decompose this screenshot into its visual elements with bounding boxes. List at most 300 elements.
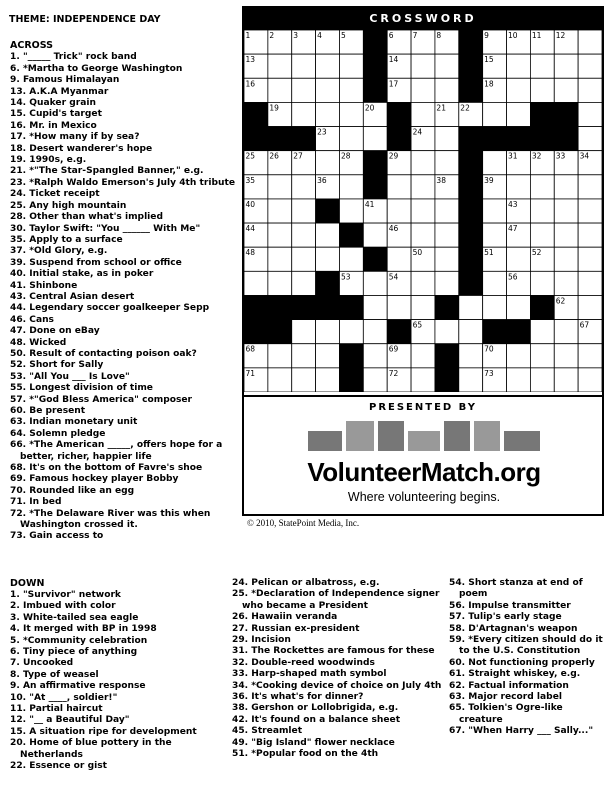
- cell-number: 57: [269, 296, 279, 306]
- grid-cell[interactable]: [316, 344, 340, 368]
- clue: 21. *"The Star-Spangled Banner," e.g.: [10, 166, 204, 177]
- grid-cell[interactable]: [339, 102, 363, 126]
- grid-cell[interactable]: [292, 320, 316, 344]
- clue: 45. Streamlet: [232, 726, 303, 737]
- black-square: [292, 127, 316, 151]
- clue: 56. Impulse transmitter: [449, 600, 571, 611]
- grid-cell[interactable]: [578, 102, 602, 126]
- grid-cell[interactable]: [578, 30, 602, 54]
- cell-number: 1: [245, 31, 251, 40]
- grid-cell[interactable]: [268, 175, 292, 199]
- grid-cell[interactable]: [530, 368, 554, 392]
- cell-number: 31: [508, 151, 518, 161]
- grid-cell[interactable]: [507, 102, 531, 126]
- clue: 3. White-tailed sea eagle: [10, 612, 139, 623]
- grid-cell[interactable]: [435, 199, 459, 223]
- grid-cell[interactable]: [292, 271, 316, 295]
- grid-cell[interactable]: [244, 271, 268, 295]
- grid-cell[interactable]: [507, 78, 531, 102]
- across-clues: [10, 40, 242, 543]
- clue: 60. Not functioning properly: [449, 657, 595, 668]
- cell-number: 59: [317, 296, 327, 306]
- clue: 64. Solemn pledge: [10, 428, 106, 439]
- cell-number: 53: [340, 272, 351, 282]
- clue: 50. Result of contacting poison oak?: [10, 348, 197, 359]
- clue: 28. Other than what's implied: [10, 212, 163, 223]
- cell-number: 55: [460, 272, 470, 282]
- clue: 57. *"God Bless America" composer: [10, 394, 193, 405]
- grid-cell[interactable]: [411, 199, 435, 223]
- grid-cell[interactable]: [530, 320, 554, 344]
- grid-cell[interactable]: [268, 199, 292, 223]
- down-clues-col-3: [449, 578, 609, 738]
- grid-cell[interactable]: [554, 175, 578, 199]
- cell-number: 36: [317, 175, 327, 185]
- cell-number: 8: [436, 31, 442, 40]
- clue: 40. Initial stake, as in poker: [10, 269, 154, 280]
- black-square: [554, 127, 578, 151]
- grid-cell[interactable]: [507, 175, 531, 199]
- grid-cell[interactable]: [459, 368, 483, 392]
- clue: 42. It's found on a balance sheet: [232, 714, 401, 725]
- black-square: [339, 295, 363, 319]
- clue: 31. The Rockettes are famous for these: [232, 646, 435, 657]
- black-square: [268, 320, 292, 344]
- black-square: [339, 344, 363, 368]
- black-square: [363, 151, 387, 175]
- black-square: [244, 295, 268, 319]
- grid-cell[interactable]: [554, 223, 578, 247]
- sponsor-tagline: Where volunteering begins.: [347, 490, 501, 504]
- clue: 33. Harp-shaped math symbol: [232, 669, 387, 680]
- grid-cell[interactable]: [554, 78, 578, 102]
- clue: 43. Central Asian desert: [10, 291, 135, 302]
- grid-cell[interactable]: [316, 368, 340, 392]
- cell-number: 4: [317, 31, 322, 40]
- grid-cell[interactable]: [316, 320, 340, 344]
- black-square: [459, 54, 483, 78]
- clue: 69. Famous hockey player Bobby: [10, 474, 179, 485]
- cell-number: 44: [245, 224, 256, 234]
- cell-number: 45: [340, 224, 351, 234]
- grid-cell[interactable]: [411, 151, 435, 175]
- grid-cell[interactable]: [435, 127, 459, 151]
- cell-number: 26: [269, 151, 279, 161]
- clue: 8. Type of weasel: [10, 669, 99, 680]
- clue: 46. Cans: [10, 314, 54, 325]
- grid-cell[interactable]: [268, 368, 292, 392]
- clue: 24. Ticket receipt: [10, 189, 100, 200]
- grid-cell[interactable]: [411, 295, 435, 319]
- grid-cell[interactable]: [292, 247, 316, 271]
- grid-cell[interactable]: [363, 127, 387, 151]
- cell-number: 41: [364, 199, 375, 209]
- grid-cell[interactable]: [483, 223, 507, 247]
- clue: 4. It merged with BP in 1998: [10, 624, 157, 635]
- cell-number: 71: [245, 368, 256, 378]
- cell-number: 22: [460, 103, 470, 113]
- grid-cell[interactable]: [578, 223, 602, 247]
- clue: 24. Pelican or albatross, e.g.: [232, 578, 380, 588]
- grid-cell[interactable]: [507, 295, 531, 319]
- cell-number: 50: [412, 248, 423, 258]
- grid-cell[interactable]: [339, 127, 363, 151]
- down-clues-col-2: [232, 578, 450, 761]
- grid-cell[interactable]: [339, 247, 363, 271]
- copyright-notice: © 2010, StatePoint Media, Inc.: [247, 518, 360, 528]
- grid-cell[interactable]: [578, 54, 602, 78]
- black-square: [459, 30, 483, 54]
- grid-cell[interactable]: [292, 102, 316, 126]
- clue: 26. Hawaiin veranda: [232, 612, 338, 623]
- grid-cell[interactable]: [316, 223, 340, 247]
- clue: 65. Tolkien's Ogre-like creature: [449, 703, 566, 725]
- grid-cell[interactable]: [459, 295, 483, 319]
- clue: 29. Incision: [232, 635, 291, 646]
- presented-by-label: PRESENTED BY: [368, 402, 477, 413]
- clue: 19. 1990s, e.g.: [10, 155, 87, 166]
- grid-cell[interactable]: [507, 247, 531, 271]
- grid-cell[interactable]: [554, 320, 578, 344]
- clue: 17. *How many if by sea?: [10, 132, 140, 143]
- cell-number: 67: [579, 320, 590, 330]
- black-square: [459, 223, 483, 247]
- cell-number: 7: [412, 31, 418, 40]
- cell-number: 58: [293, 296, 303, 306]
- clue: 55. Longest division of time: [10, 383, 153, 394]
- grid-cell[interactable]: [292, 175, 316, 199]
- grid-cell[interactable]: [268, 344, 292, 368]
- cell-number: 38: [436, 175, 446, 185]
- grid-cell[interactable]: [507, 344, 531, 368]
- clue: 13. A.K.A Myanmar: [10, 86, 109, 97]
- cell-number: 69: [388, 344, 399, 354]
- clue: 15. A situation ripe for development: [10, 726, 197, 737]
- grid-cell[interactable]: [483, 151, 507, 175]
- clue: 7. Uncooked: [10, 658, 74, 669]
- clue: 34. *Cooking device of choice on July 4th: [232, 680, 442, 691]
- grid-cell[interactable]: [435, 247, 459, 271]
- cell-number: 62: [555, 296, 566, 306]
- black-square: [363, 54, 387, 78]
- grid-cell[interactable]: [554, 368, 578, 392]
- clue: 25. *Declaration of Independence signer who became a President: [232, 589, 443, 611]
- black-square: [530, 127, 554, 151]
- cell-number: 68: [245, 344, 256, 354]
- grid-cell[interactable]: [292, 344, 316, 368]
- clue: 67. "When Harry ___ Sally...": [449, 726, 594, 737]
- grid-cell[interactable]: [459, 344, 483, 368]
- grid-cell[interactable]: [292, 223, 316, 247]
- grid-cell[interactable]: [411, 344, 435, 368]
- grid-cell[interactable]: [554, 199, 578, 223]
- clue: 57. Tulip's early stage: [449, 612, 562, 623]
- grid-cell[interactable]: [578, 271, 602, 295]
- grid-cell[interactable]: [292, 54, 316, 78]
- cell-number: 3: [293, 31, 299, 40]
- grid-cell[interactable]: [530, 78, 554, 102]
- cell-number: 30: [460, 151, 470, 161]
- cell-number: 9: [484, 31, 489, 40]
- grid-cell[interactable]: [435, 320, 459, 344]
- clue: 73. Gain access to: [10, 531, 104, 542]
- cell-number: 63: [245, 320, 256, 330]
- clue: 49. "Big Island" flower necklace: [232, 737, 395, 748]
- cell-number: 56: [508, 272, 518, 282]
- cell-number: 23: [317, 127, 327, 137]
- clue: 18. Desert wanderer's hope: [10, 143, 153, 154]
- grid-cell[interactable]: [578, 78, 602, 102]
- grid-cell[interactable]: [435, 54, 459, 78]
- black-square: [244, 102, 268, 126]
- grid-cell[interactable]: [530, 54, 554, 78]
- black-square: [363, 30, 387, 54]
- cell-number: 40: [245, 199, 256, 209]
- grid-cell[interactable]: [363, 295, 387, 319]
- black-square: [459, 175, 483, 199]
- grid-cell[interactable]: [530, 199, 554, 223]
- clue: 2. Imbued with color: [10, 601, 116, 612]
- grid-cell[interactable]: [268, 247, 292, 271]
- black-square: [268, 127, 292, 151]
- clue: 39. Suspend from school or office: [10, 257, 182, 268]
- grid-cell[interactable]: [339, 78, 363, 102]
- clue: 6. Tiny piece of anything: [10, 647, 138, 658]
- clue: 52. Short for Sally: [10, 360, 104, 371]
- clue: 48. Wicked: [10, 337, 67, 348]
- black-square: [483, 127, 507, 151]
- grid-cell[interactable]: [339, 199, 363, 223]
- clue: 6. *Martha to George Washington: [10, 63, 183, 74]
- grid-cell[interactable]: [554, 344, 578, 368]
- cell-number: 12: [555, 31, 566, 40]
- grid-cell[interactable]: [578, 127, 602, 151]
- grid-cell[interactable]: [268, 78, 292, 102]
- cell-number: 66: [484, 320, 494, 330]
- cell-number: 32: [531, 151, 542, 161]
- grid-cell[interactable]: [316, 151, 340, 175]
- grid-cell[interactable]: [530, 175, 554, 199]
- grid-cell[interactable]: [507, 368, 531, 392]
- grid-cell[interactable]: [411, 102, 435, 126]
- cell-number: 35: [245, 175, 256, 185]
- grid-cell[interactable]: [530, 271, 554, 295]
- clue: 16. Mr. in Mexico: [10, 120, 97, 131]
- cell-number: 52: [531, 248, 542, 258]
- grid-cell[interactable]: [459, 320, 483, 344]
- crossword-grid[interactable]: [244, 30, 602, 392]
- grid-cell[interactable]: [411, 175, 435, 199]
- black-square: [387, 102, 411, 126]
- grid-cell[interactable]: [435, 151, 459, 175]
- grid-svg: [244, 30, 602, 392]
- clue: 22. Essence or gist: [10, 761, 107, 772]
- grid-cell[interactable]: [411, 271, 435, 295]
- theme-heading: THEME: INDEPENDENCE DAY: [9, 14, 161, 25]
- clue: 30. Taylor Swift: "You ______ With Me": [10, 223, 201, 234]
- grid-cell[interactable]: [363, 223, 387, 247]
- black-square: [316, 271, 340, 295]
- clue: 62. Factual information: [449, 680, 569, 691]
- clue: 71. In bed: [10, 497, 62, 508]
- grid-cell[interactable]: [554, 54, 578, 78]
- cell-number: 18: [484, 79, 494, 89]
- grid-cell[interactable]: [411, 223, 435, 247]
- volunteermatch-hands-logo: [308, 417, 540, 455]
- grid-cell[interactable]: [411, 78, 435, 102]
- grid-cell[interactable]: [483, 199, 507, 223]
- clue: 25. Any high mountain: [10, 200, 127, 211]
- sponsor-box: [244, 395, 602, 516]
- clue: 9. Famous Himalayan: [10, 75, 120, 86]
- cell-number: 46: [388, 224, 399, 234]
- grid-cell[interactable]: [339, 54, 363, 78]
- black-square: [316, 199, 340, 223]
- across-clue-list: [10, 52, 242, 542]
- grid-cell[interactable]: [363, 344, 387, 368]
- cell-number: 60: [436, 296, 446, 306]
- grid-cell[interactable]: [363, 320, 387, 344]
- clue: 68. It's on the bottom of Favre's shoe: [10, 463, 203, 474]
- cell-number: 54: [388, 272, 399, 282]
- grid-cell[interactable]: [578, 175, 602, 199]
- cell-number: 19: [269, 103, 279, 113]
- cell-number: 5: [340, 31, 346, 40]
- clue: 37. *Old Glory, e.g.: [10, 246, 108, 257]
- clue: 32. Double-reed woodwinds: [232, 657, 375, 668]
- cell-number: 43: [508, 199, 518, 209]
- cell-number: 70: [484, 344, 494, 354]
- cell-number: 37: [364, 175, 375, 185]
- black-square: [435, 344, 459, 368]
- grid-cell[interactable]: [435, 223, 459, 247]
- grid-cell[interactable]: [435, 78, 459, 102]
- grid-cell[interactable]: [530, 223, 554, 247]
- grid-cell[interactable]: [483, 102, 507, 126]
- clue: 1. "Survivor" network: [10, 590, 121, 600]
- grid-cell[interactable]: [530, 344, 554, 368]
- cell-number: 21: [436, 103, 446, 113]
- grid-cell[interactable]: [411, 54, 435, 78]
- cell-number: 48: [245, 248, 256, 258]
- clue: 51. *Popular food on the 4th: [232, 749, 379, 760]
- cell-number: 64: [388, 320, 399, 330]
- grid-cell[interactable]: [387, 247, 411, 271]
- clue: 1. "_____ Trick" rock band: [10, 52, 137, 63]
- clue: 61. Straight whiskey, e.g.: [449, 669, 581, 680]
- cell-number: 13: [245, 55, 256, 65]
- clue: 38. Gershon or Lollobrigida, e.g.: [232, 703, 399, 714]
- grid-cell[interactable]: [507, 54, 531, 78]
- cell-number: 20: [364, 103, 375, 113]
- cell-number: 73: [484, 368, 494, 378]
- grid-cell[interactable]: [268, 223, 292, 247]
- grid-cell[interactable]: [483, 271, 507, 295]
- cell-number: 15: [484, 55, 494, 65]
- clue: 41. Shinbone: [10, 280, 78, 291]
- grid-cell[interactable]: [363, 271, 387, 295]
- black-square: [459, 127, 483, 151]
- clue: 36. It's what's for dinner?: [232, 692, 364, 703]
- cell-number: 33: [555, 151, 566, 161]
- grid-cell[interactable]: [316, 78, 340, 102]
- clue: 58. D'Artagnan's weapon: [449, 623, 578, 634]
- black-square: [507, 320, 531, 344]
- grid-cell[interactable]: [578, 344, 602, 368]
- clue: 14. Quaker grain: [10, 98, 96, 109]
- cell-number: 6: [388, 31, 394, 40]
- clue: 60. Be present: [10, 406, 86, 416]
- grid-cell[interactable]: [411, 368, 435, 392]
- cell-number: 29: [388, 151, 399, 161]
- cell-number: 10: [508, 31, 518, 40]
- grid-cell[interactable]: [435, 271, 459, 295]
- cell-number: 34: [579, 151, 590, 161]
- cell-number: 11: [531, 31, 542, 40]
- grid-cell[interactable]: [578, 199, 602, 223]
- black-square: [554, 102, 578, 126]
- clue: 11. Partial haircut: [10, 704, 103, 715]
- black-square: [339, 368, 363, 392]
- grid-cell[interactable]: [339, 175, 363, 199]
- cell-number: 72: [388, 368, 399, 378]
- cell-number: 25: [245, 151, 256, 161]
- crossword-title: CROSSWORD: [244, 8, 602, 30]
- grid-cell[interactable]: [316, 102, 340, 126]
- across-heading: ACROSS: [10, 40, 53, 51]
- cell-number: 14: [388, 55, 399, 65]
- clue: 10. "At ____, soldier!": [10, 692, 118, 703]
- grid-cell[interactable]: [339, 320, 363, 344]
- clue: 5. *Community celebration: [10, 635, 148, 646]
- grid-cell[interactable]: [578, 368, 602, 392]
- cell-number: 27: [293, 151, 303, 161]
- grid-cell[interactable]: [268, 54, 292, 78]
- grid-cell[interactable]: [578, 295, 602, 319]
- cell-number: 47: [508, 224, 518, 234]
- cell-number: 16: [245, 79, 256, 89]
- grid-cell[interactable]: [292, 78, 316, 102]
- clue: 15. Cupid's target: [10, 109, 102, 120]
- clue: 63. Major record label: [449, 692, 562, 703]
- cell-number: 51: [484, 248, 494, 258]
- clue: 59. *Every citizen should do it to the U.S. Constitution: [449, 635, 606, 657]
- cell-number: 28: [340, 151, 351, 161]
- clue: 72. *The Delaware River was this when Washington crossed it.: [10, 508, 214, 531]
- grid-cell[interactable]: [483, 295, 507, 319]
- sponsor-name: VolunteerMatch.org: [307, 457, 541, 487]
- grid-cell[interactable]: [554, 247, 578, 271]
- black-square: [363, 78, 387, 102]
- clue: 12. "__ a Beautiful Day": [10, 715, 130, 726]
- grid-cell[interactable]: [554, 271, 578, 295]
- grid-cell[interactable]: [387, 199, 411, 223]
- grid-cell[interactable]: [316, 247, 340, 271]
- grid-cell[interactable]: [387, 295, 411, 319]
- grid-cell[interactable]: [316, 54, 340, 78]
- clue: 70. Rounded like an egg: [10, 485, 135, 496]
- clue: 66. *The American _____, offers hope for a better, richer, happier life: [10, 440, 226, 462]
- grid-cell[interactable]: [292, 199, 316, 223]
- grid-cell[interactable]: [268, 271, 292, 295]
- grid-cell[interactable]: [292, 368, 316, 392]
- clue: 54. Short stanza at end of poem: [449, 578, 586, 600]
- black-square: [507, 127, 531, 151]
- cell-number: 39: [484, 175, 494, 185]
- grid-cell[interactable]: [578, 247, 602, 271]
- grid-cell[interactable]: [387, 175, 411, 199]
- grid-cell[interactable]: [363, 368, 387, 392]
